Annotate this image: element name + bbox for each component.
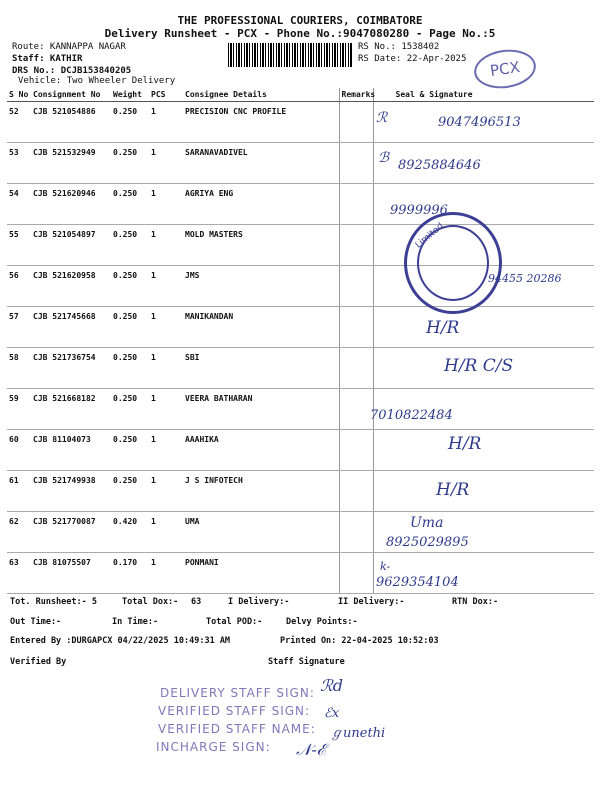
row-pcs: 1 [149,553,183,594]
row-weight: 0.250 [111,266,149,307]
table-row [7,471,594,512]
stamp-incharge-sign: INCHARGE SIGN: [156,740,271,754]
barcode [228,43,353,67]
col-consignee: Consignee Details [183,88,339,102]
col-seal: Seal & Signature [373,88,594,102]
out-time: Out Time:- [10,617,62,627]
row-weight: 0.250 [111,348,149,389]
signature-62: Uma [410,515,444,531]
table-row [7,184,594,225]
row-weight: 0.420 [111,512,149,553]
row-remarks [339,348,373,389]
handwritten-phone-53: 8925884646 [398,158,481,173]
table-row [7,553,594,594]
row-sno: 57 [7,307,31,348]
rs-date: RS Date: 22-Apr-2025 [358,54,467,64]
row-consignee: VEERA BATHARAN [183,389,339,430]
row-pcs: 1 [149,389,183,430]
row-sno: 53 [7,143,31,184]
runsheet-table [7,88,594,594]
total-dox-value: 63 [191,597,202,607]
signature-verified-staff: ℰx [324,706,340,721]
company-seal-stamp: Limited [404,212,502,314]
row-sno: 61 [7,471,31,512]
table-row [7,225,594,266]
signature-63: k- [380,560,391,573]
row-pcs: 1 [149,102,183,143]
row-sno: 63 [7,553,31,594]
hr-mark-57: H/R [426,318,460,338]
row-sno: 56 [7,266,31,307]
row-sno: 52 [7,102,31,143]
staff-signature: Staff Signature [268,657,345,667]
signature-52: ℛ [376,110,388,126]
handwritten-phone-63: 9629354104 [376,575,459,590]
handwritten-phone-52: 9047496513 [438,115,521,130]
table-row [7,389,594,430]
row-consignment: CJB 521620958 [31,266,111,307]
signature-53: ℬ [378,150,390,166]
entered-by: Entered By :DURGAPCX 04/22/2025 10:49:31 AM [10,636,231,646]
row-consignee: AAAHIKA [183,430,339,471]
hr-mark-60: H/R [448,434,482,454]
row-remarks [339,553,373,594]
row-remarks [339,430,373,471]
row-consignee: MANIKANDAN [183,307,339,348]
row-consignee: JMS [183,266,339,307]
row-consignment: CJB 521532949 [31,143,111,184]
in-time: In Time:- [112,617,159,627]
row-weight: 0.250 [111,184,149,225]
row-consignment: CJB 521736754 [31,348,111,389]
row-consignment: CJB 521749938 [31,471,111,512]
row-consignee: MOLD MASTERS [183,225,339,266]
row-weight: 0.250 [111,307,149,348]
row-remarks [339,512,373,553]
row-weight: 0.250 [111,430,149,471]
row-consignment: CJB 521054897 [31,225,111,266]
ii-delivery: II Delivery:- [338,597,405,607]
total-dox-label: Total Dox:- [122,597,179,607]
row-pcs: 1 [149,430,183,471]
stamp-verified-staff-sign: VERIFIED STAFF SIGN: [158,704,311,718]
row-consignee: PRECISION CNC PROFILE [183,102,339,143]
row-seal [373,307,594,348]
row-consignee: UMA [183,512,339,553]
signature-staff-name: ℊunethi [330,726,386,741]
row-pcs: 1 [149,471,183,512]
stamp-verified-staff-name: VERIFIED STAFF NAME: [158,722,316,736]
row-remarks [339,225,373,266]
row-consignment: CJB 521054886 [31,102,111,143]
row-pcs: 1 [149,307,183,348]
row-seal [373,430,594,471]
stamp-delivery-staff-sign: DELIVERY STAFF SIGN: [160,686,315,700]
row-pcs: 1 [149,348,183,389]
route-label: Route: KANNAPPA NAGAR [12,42,126,52]
table-row [7,143,594,184]
row-sno: 58 [7,348,31,389]
table-row [7,430,594,471]
row-consignment: CJB 521620946 [31,184,111,225]
row-weight: 0.250 [111,225,149,266]
verified-by: Verified By [10,657,67,667]
row-weight: 0.250 [111,389,149,430]
row-remarks [339,389,373,430]
row-weight: 0.170 [111,553,149,594]
table-row [7,512,594,553]
rtn-dox: RTN Dox:- [452,597,499,607]
row-pcs: 1 [149,184,183,225]
table-row [7,307,594,348]
hr-mark-61: H/R [436,480,470,500]
row-pcs: 1 [149,512,183,553]
row-pcs: 1 [149,225,183,266]
row-consignment: CJB 521770087 [31,512,111,553]
row-consignee: AGRIYA ENG [183,184,339,225]
row-consignee: SARANAVADIVEL [183,143,339,184]
row-sno: 55 [7,225,31,266]
row-consignee: J S INFOTECH [183,471,339,512]
col-pcs: PCS [149,88,183,102]
drs-number: DRS No.: DCJB153840205 [12,66,132,76]
row-seal [373,471,594,512]
row-weight: 0.250 [111,102,149,143]
row-weight: 0.250 [111,471,149,512]
tot-runsheet: Tot. Runsheet:- 5 [10,597,97,607]
handwritten-phone-62: 8925029895 [386,535,469,550]
staff-label: Staff: KATHIR [12,54,83,64]
row-consignment: CJB 521745668 [31,307,111,348]
row-consignee: SBI [183,348,339,389]
col-remarks: Remarks [339,88,373,102]
row-sno: 59 [7,389,31,430]
row-consignment: CJB 81104073 [31,430,111,471]
col-sno: S No [7,88,31,102]
row-remarks [339,143,373,184]
row-remarks [339,266,373,307]
row-consignment: CJB 521668182 [31,389,111,430]
delvy-points: Delvy Points:- [286,617,358,627]
table-header-row [7,88,594,102]
total-pod: Total POD:- [206,617,263,627]
row-remarks [339,184,373,225]
row-sno: 54 [7,184,31,225]
row-sno: 62 [7,512,31,553]
row-sno: 60 [7,430,31,471]
col-consignment: Consignment No [31,88,111,102]
company-name: THE PROFESSIONAL COURIERS, COIMBATORE [177,14,423,27]
signature-delivery-staff: ℛd [320,676,344,695]
row-remarks [339,102,373,143]
row-pcs: 1 [149,266,183,307]
handwritten-phone-59: 7010822484 [370,408,453,423]
row-consignment: CJB 81075507 [31,553,111,594]
col-weight: Weight [111,88,149,102]
signature-incharge: 𝒩-ℰ [296,740,326,759]
row-pcs: 1 [149,143,183,184]
row-consignee: PONMANI [183,553,339,594]
i-delivery: I Delivery:- [228,597,290,607]
handwritten-phone-56: 94455 20286 [488,272,562,285]
pcx-stamp: PCX [472,46,539,92]
row-remarks [339,307,373,348]
row-remarks [339,471,373,512]
row-weight: 0.250 [111,143,149,184]
runsheet-title: Delivery Runsheet - PCX - Phone No.:9047080280 - Page No.:5 [104,27,496,40]
vehicle-label: Vehicle: Two Wheeler Delivery [18,76,176,86]
handwritten-phone-54: 9999996 [390,203,448,218]
printed-on: Printed On: 22-04-2025 10:52:03 [280,636,439,646]
rs-number: RS No.: 1538402 [358,42,440,52]
hr-cs-mark-58: H/R C/S [444,356,514,376]
